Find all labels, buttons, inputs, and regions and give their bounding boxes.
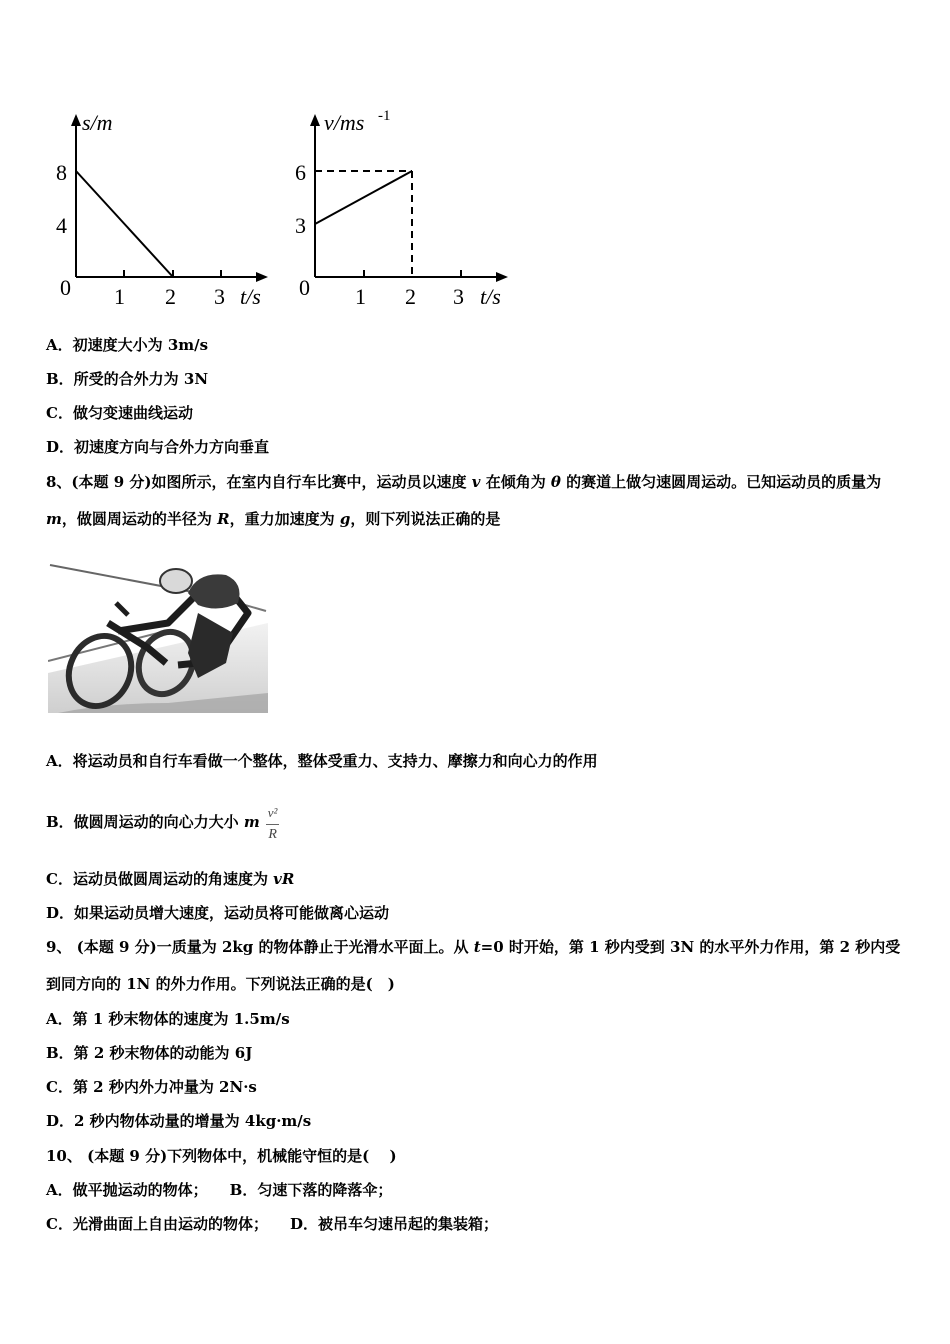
v-t-y-tick-3: 3 bbox=[295, 213, 306, 238]
q10-option-d: D．被吊车匀速吊起的集装箱； bbox=[289, 1215, 498, 1233]
graphs-svg bbox=[40, 100, 520, 315]
cyclist-photo bbox=[48, 553, 268, 713]
v-t-origin: 0 bbox=[299, 275, 310, 300]
v-t-x-tick-3: 3 bbox=[453, 284, 464, 309]
cyclist-illustration bbox=[48, 553, 268, 713]
fraction-numerator: v² bbox=[266, 802, 280, 825]
q9-option-c: C．第 2 秒内外力冲量为 2N·s bbox=[46, 1078, 257, 1096]
q10-options-cd bbox=[46, 1214, 498, 1234]
q8-stem bbox=[46, 464, 912, 538]
q9-option-a: A．第 1 秒末物体的速度为 1.5m/s bbox=[46, 1010, 290, 1028]
q8-option-a: A．将运动员和自行车看做一个整体，整体受重力、支持力、摩擦力和向心力的作用 bbox=[46, 752, 598, 770]
q9-option-d: D．2 秒内物体动量的增量为 4kg·m/s bbox=[46, 1112, 312, 1130]
v-t-y-label-sup: -1 bbox=[378, 108, 391, 124]
q8-option-b-m: m bbox=[243, 813, 260, 831]
q8-option-d: D．如果运动员增大速度，运动员将可能做离心运动 bbox=[46, 904, 390, 922]
s-t-x-tick-1: 1 bbox=[114, 284, 125, 309]
helmet bbox=[160, 569, 192, 593]
q8-option-b bbox=[46, 790, 279, 854]
q8-option-c-expr: vR bbox=[273, 870, 295, 888]
s-t-graph bbox=[56, 110, 268, 309]
s-t-y-tick-8: 8 bbox=[56, 160, 67, 185]
q8-stem-part: ，则下列说法正确的是 bbox=[350, 510, 501, 528]
q7-option-a: A．初速度大小为 3m/s bbox=[46, 336, 209, 354]
s-t-x-arrow bbox=[256, 272, 268, 282]
q7-option-d: D．初速度方向与合外力方向垂直 bbox=[46, 438, 270, 456]
fraction-denominator: R bbox=[268, 826, 277, 842]
s-t-y-label: s/m bbox=[82, 110, 113, 135]
s-t-x-tick-2: 2 bbox=[165, 284, 176, 309]
handlebar bbox=[116, 603, 128, 615]
s-t-line bbox=[76, 171, 173, 277]
q8-option-b-text: B．做圆周运动的向心力大小 bbox=[46, 813, 244, 831]
v-t-x-tick-1: 1 bbox=[355, 284, 366, 309]
motion-graphs bbox=[40, 100, 520, 319]
s-t-origin: 0 bbox=[60, 275, 71, 300]
q9-var-t: t bbox=[473, 938, 481, 956]
q7-option-c: C．做匀变速曲线运动 bbox=[46, 404, 193, 422]
q9-option-b: B．第 2 秒末物体的动能为 6J bbox=[46, 1044, 253, 1062]
s-t-y-tick-4: 4 bbox=[56, 213, 67, 238]
q10-option-c: C．光滑曲面上自由运动的物体； bbox=[46, 1215, 268, 1233]
q10-option-a: A．做平抛运动的物体； bbox=[46, 1181, 208, 1199]
q8-stem-part: 8、(本题 9 分)如图所示，在室内自行车比赛中，运动员以速度 bbox=[46, 473, 472, 491]
q9-stem-part: 9、 (本题 9 分)一质量为 2kg 的物体静止于光滑水平面上。从 bbox=[46, 938, 474, 956]
q8-stem-part: ，重力加速度为 bbox=[229, 510, 340, 528]
q8-var-g: g bbox=[339, 510, 351, 528]
s-t-x-label: t/s bbox=[240, 284, 261, 309]
q8-stem-part: ，做圆周运动的半径为 bbox=[61, 510, 218, 528]
q10-stem: 10、 (本题 9 分)下列物体中，机械能守恒的是( ) bbox=[46, 1147, 397, 1165]
v-t-graph bbox=[295, 108, 508, 309]
q9-stem bbox=[46, 929, 912, 1003]
v-t-y-tick-6: 6 bbox=[295, 160, 306, 185]
q7-option-b: B．所受的合外力为 3N bbox=[46, 370, 209, 388]
v-t-line bbox=[315, 171, 412, 224]
q8-var-m: m bbox=[46, 510, 62, 528]
v-t-x-tick-2: 2 bbox=[405, 284, 416, 309]
rider-torso bbox=[188, 574, 240, 608]
q10-option-b: B．匀速下落的降落伞； bbox=[229, 1181, 393, 1199]
q8-option-b-fraction bbox=[266, 802, 280, 845]
v-t-x-arrow bbox=[496, 272, 508, 282]
q8-stem-part: 在倾角为 bbox=[480, 473, 551, 491]
q8-var-R: R bbox=[217, 510, 230, 528]
q10-options-ab bbox=[46, 1180, 392, 1200]
s-t-x-tick-3: 3 bbox=[214, 284, 225, 309]
v-t-y-arrow bbox=[310, 114, 320, 126]
q9-stem-part: =0 时开始，第 1 秒内受到 3N 的水平外力作用，第 2 秒内受到同方向的 1N 的外力作用。下列说法正确的是( ) bbox=[46, 938, 901, 993]
q8-stem-part: 的赛道上做匀速圆周运动。已知运动员的质量为 bbox=[560, 473, 882, 491]
q8-option-c bbox=[46, 869, 294, 889]
v-t-y-label: v/ms bbox=[324, 110, 365, 135]
q8-var-v: v bbox=[471, 473, 481, 491]
s-t-y-arrow bbox=[71, 114, 81, 126]
q8-option-c-text: C．运动员做圆周运动的角速度为 bbox=[46, 870, 274, 888]
q8-var-theta: θ bbox=[550, 473, 561, 491]
v-t-x-label: t/s bbox=[480, 284, 501, 309]
